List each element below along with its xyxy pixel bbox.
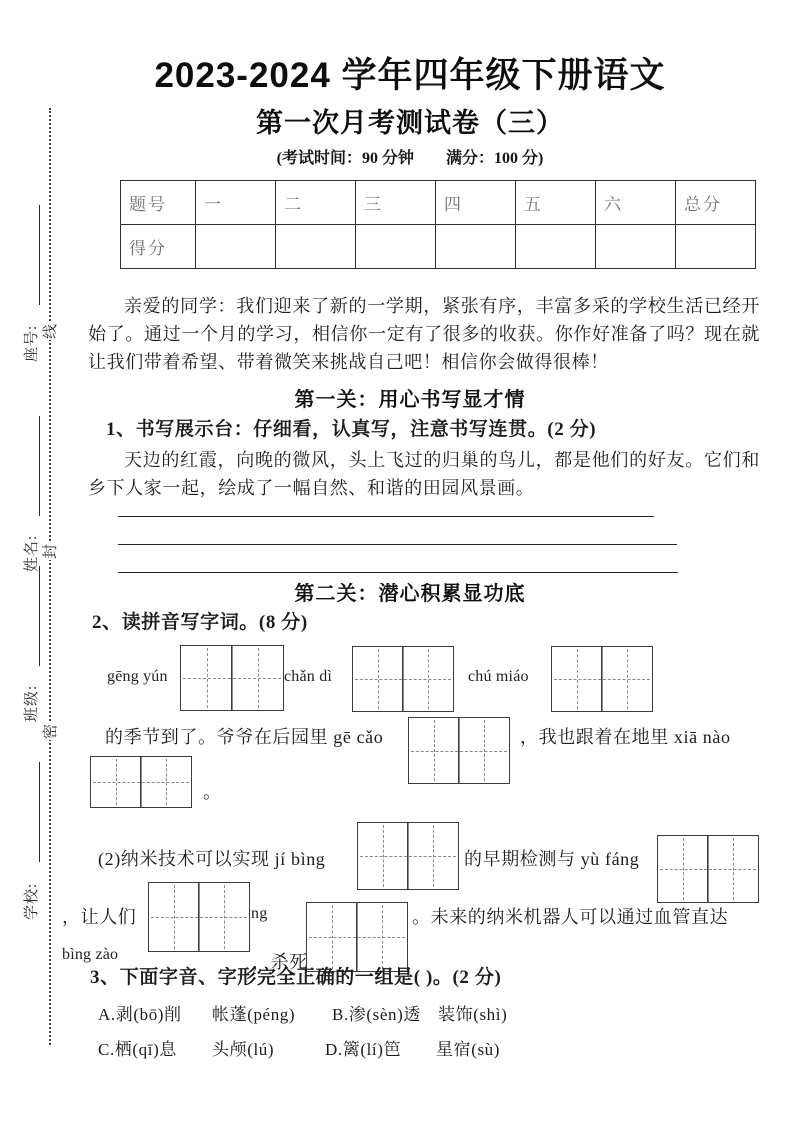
score-cell-empty	[676, 225, 756, 269]
section2-heading: 第二关：潜心积累显功底	[294, 583, 526, 605]
q3-option-c: C.栖(qī)息	[98, 1040, 177, 1059]
q2-line2-post: ，我也跟着在地里 xiā nào	[520, 727, 731, 747]
q2-pinyin-gengyun: gēng yún	[107, 668, 168, 685]
grid-guide-line	[733, 838, 734, 900]
grid-guide-line	[151, 917, 247, 918]
grid-guide-line	[434, 720, 435, 781]
intro-paragraph: 亲爱的同学：我们迎来了新的一学期，紧张有序，丰富多采的学校生活已经开始了。通过一个月的学习，相信你一定有了很多的收获。你作好准备了吗？现在就让我们带着希望、带着微笑来挑战自己吧！相信你会做得很棒！	[88, 296, 760, 372]
grid-guide-line	[183, 678, 281, 679]
seal-char-xian: 线	[36, 323, 63, 340]
q2-line2-pre: 的季节到了。爷爷在后园里 gē cǎo	[105, 727, 384, 747]
q3-prompt: 3、下面字音、字形完全正确的一组是( )。(2 分)	[90, 967, 502, 988]
score-table-cell-total: 总分	[676, 181, 756, 225]
seat-number-label: 座号:	[24, 324, 40, 362]
grid-guide-line	[258, 648, 259, 708]
q2-part4-mid: ，杀死	[252, 952, 308, 972]
answer-grid-box	[352, 646, 454, 712]
q2-prompt: 2、读拼音写字词。(8 分)	[92, 612, 308, 633]
grid-guide-line	[309, 937, 405, 938]
score-table-cell-2: 二	[276, 181, 356, 225]
page-title: 2023-2024 学年四年级下册语文	[154, 56, 666, 95]
grid-guide-line	[174, 885, 175, 949]
grid-guide-line	[224, 885, 225, 949]
q3-option-c2: 头颅(lú)	[212, 1040, 275, 1059]
answer-grid-box	[180, 645, 284, 711]
q3-option-d2: 星宿(sù)	[436, 1040, 501, 1059]
q3-option-b2: 装饰(shì)	[438, 1005, 508, 1024]
score-table-cell-1: 一	[196, 181, 276, 225]
grid-guide-line	[484, 720, 485, 781]
grid-guide-line	[382, 905, 383, 969]
grid-guide-line	[383, 825, 384, 887]
grid-guide-line	[428, 649, 429, 709]
grid-guide-line	[627, 649, 628, 709]
seat-number-blank-line	[39, 205, 40, 305]
q1-prompt: 1、书写展示台：仔细看，认真写，注意书写连贯。(2 分)	[106, 419, 597, 440]
grid-guide-line	[683, 838, 684, 900]
writing-line	[118, 544, 677, 545]
q2-part3-frag: ng	[251, 905, 268, 922]
score-cell-empty	[276, 225, 356, 269]
section1-heading: 第一关：用心书写显才情	[294, 389, 526, 411]
grid-guide-line	[360, 856, 456, 857]
answer-grid-box	[148, 882, 250, 952]
score-table-header-row	[121, 181, 756, 225]
school-blank-line	[39, 762, 40, 862]
q3-option-a: A.剥(bō)削	[98, 1005, 182, 1024]
class-blank-line	[39, 566, 40, 666]
q3-option-b: B.渗(sèn)透	[332, 1005, 421, 1024]
seal-char-feng: 封	[36, 543, 63, 560]
q2-line3-punct: 。	[203, 782, 222, 802]
grid-guide-line	[660, 869, 756, 870]
grid-guide-line	[166, 759, 167, 805]
class-label: 班级:	[24, 684, 40, 722]
page-subtitle: 第一次月考测试卷（三）	[256, 108, 564, 138]
grid-guide-line	[433, 825, 434, 887]
score-table-score-row	[121, 225, 756, 269]
q1-passage: 天边的红霞，向晚的微风，头上飞过的归巢的鸟儿，都是他们的好友。它们和乡下人家一起，绘成了一幅自然、和谐的田园风景画。	[88, 450, 760, 498]
answer-grid-box	[357, 822, 459, 890]
score-cell-empty	[516, 225, 596, 269]
score-cell-empty	[596, 225, 676, 269]
score-table-cell-defen: 得分	[121, 225, 196, 269]
score-table	[120, 180, 756, 269]
writing-line	[118, 572, 678, 573]
grid-guide-line	[355, 679, 451, 680]
q2-part2-mid: 的早期检测与 yù fáng	[464, 849, 640, 869]
name-label: 姓名:	[24, 534, 40, 572]
exam-info: (考试时间：90 分钟 满分：100 分)	[276, 150, 544, 167]
q2-pinyin-chandi: chǎn dì	[284, 668, 333, 685]
seal-dotted-line	[49, 108, 51, 1045]
grid-guide-line	[116, 759, 117, 805]
score-table-cell-6: 六	[596, 181, 676, 225]
score-cell-empty	[356, 225, 436, 269]
answer-grid-box	[551, 646, 653, 712]
answer-grid-box	[657, 835, 759, 903]
grid-guide-line	[378, 649, 379, 709]
school-label: 学校:	[24, 882, 40, 920]
q2-part3-pre: ，让人们	[62, 907, 137, 927]
grid-guide-line	[411, 751, 507, 752]
q3-option-d: D.篱(lí)笆	[325, 1040, 402, 1059]
grid-guide-line	[577, 649, 578, 709]
grid-guide-line	[207, 648, 208, 708]
q2-part2-pre: (2)纳米技术可以实现 jí bìng	[98, 849, 326, 869]
writing-line	[118, 516, 654, 517]
answer-grid-box	[90, 756, 192, 808]
grid-guide-line	[332, 905, 333, 969]
score-table-cell-5: 五	[516, 181, 596, 225]
name-blank-line	[39, 416, 40, 516]
score-cell-empty	[196, 225, 276, 269]
answer-grid-box	[408, 717, 510, 784]
grid-guide-line	[554, 679, 650, 680]
q2-pinyin-chumiao: chú miáo	[468, 668, 529, 685]
q2-part3-post: 。未来的纳米机器人可以通过血管直达	[412, 907, 729, 927]
grid-guide-line	[93, 782, 189, 783]
score-table-cell-timu: 题号	[121, 181, 196, 225]
score-table-cell-4: 四	[436, 181, 516, 225]
q2-part4-pinyin: bìng zào	[62, 946, 119, 963]
score-table-cell-3: 三	[356, 181, 436, 225]
q3-option-a2: 帐蓬(péng)	[212, 1005, 296, 1024]
seal-char-mi: 密	[36, 723, 63, 740]
score-cell-empty	[436, 225, 516, 269]
